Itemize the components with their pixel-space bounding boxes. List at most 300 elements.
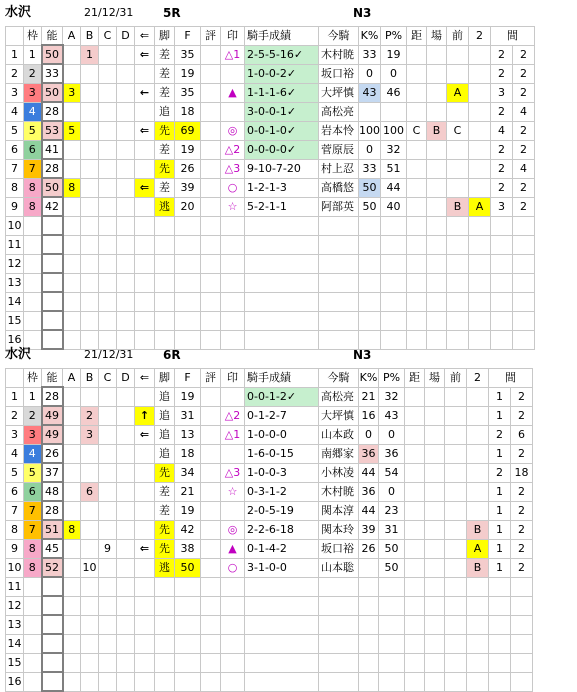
kyori-cell xyxy=(405,596,425,615)
row-number: 7 xyxy=(6,159,24,178)
header-jockey-cell: 今騎 xyxy=(319,369,359,388)
f-cell: 31 xyxy=(175,406,201,425)
a-cell xyxy=(63,273,81,292)
mae-cell xyxy=(447,235,469,254)
kan2-cell: 2 xyxy=(511,406,533,425)
f-cell xyxy=(175,634,201,653)
jockey-cell xyxy=(319,235,359,254)
jockey-cell xyxy=(319,292,359,311)
jockey-cell: 大坪慎 xyxy=(319,83,359,102)
nou-cell: 50 xyxy=(42,45,63,64)
mae-cell xyxy=(445,482,467,501)
b-cell xyxy=(81,501,99,520)
kan1-cell xyxy=(489,615,511,634)
d-cell xyxy=(117,406,135,425)
d-cell xyxy=(117,159,135,178)
k-pct-cell: 100 xyxy=(359,121,381,140)
record-cell: 3-0-0-1✓ xyxy=(245,102,319,121)
a-cell xyxy=(63,159,81,178)
f-cell xyxy=(175,273,201,292)
header-row-number xyxy=(6,369,24,388)
mae-cell xyxy=(445,444,467,463)
ba-cell xyxy=(425,482,445,501)
kyaku-cell: 追 xyxy=(155,102,175,121)
c-cell xyxy=(99,596,117,615)
record-cell: 1-0-0-3 xyxy=(245,463,319,482)
header-p-pct-cell: P% xyxy=(381,27,407,46)
waku-cell: 1 xyxy=(24,45,42,64)
a-cell: 8 xyxy=(63,178,81,197)
a-cell xyxy=(63,235,81,254)
p-pct-cell: 36 xyxy=(379,444,405,463)
waku-cell xyxy=(24,235,42,254)
ni-cell xyxy=(467,406,489,425)
waku-cell xyxy=(24,653,42,672)
a-cell xyxy=(63,653,81,672)
c-cell xyxy=(99,558,117,577)
kyaku-cell xyxy=(155,577,175,596)
kyori-cell xyxy=(407,197,427,216)
c-cell: 9 xyxy=(99,539,117,558)
arrow-cell xyxy=(135,254,155,273)
table-row xyxy=(6,102,535,121)
ni-cell xyxy=(469,311,491,330)
kan2-cell: 2 xyxy=(513,140,535,159)
kan1-cell: 1 xyxy=(489,539,511,558)
ni-cell xyxy=(469,254,491,273)
row-number: 4 xyxy=(6,444,24,463)
mae-cell xyxy=(445,501,467,520)
jockey-cell: 南郷家 xyxy=(319,444,359,463)
row-number: 6 xyxy=(6,482,24,501)
p-pct-cell xyxy=(381,216,407,235)
row-number: 8 xyxy=(6,520,24,539)
ni-cell xyxy=(469,178,491,197)
jockey-cell: 高松亮 xyxy=(319,102,359,121)
a-cell xyxy=(63,482,81,501)
b-cell xyxy=(81,539,99,558)
header-jockey-cell: 今騎 xyxy=(319,27,359,46)
row-number: 15 xyxy=(6,653,24,672)
c-cell xyxy=(99,273,117,292)
jockey-cell: 村上忍 xyxy=(319,159,359,178)
ba-cell xyxy=(425,615,445,634)
mae-cell xyxy=(445,463,467,482)
mae-cell xyxy=(445,387,467,406)
header-mark-cell: 印 xyxy=(221,369,245,388)
header-d-cell: D xyxy=(117,369,135,388)
nou-cell: 49 xyxy=(42,406,63,425)
ba-cell xyxy=(427,64,447,83)
arrow-cell xyxy=(135,501,155,520)
hyo-cell xyxy=(201,577,221,596)
ba-cell xyxy=(427,83,447,102)
ni-cell xyxy=(467,463,489,482)
a-cell xyxy=(63,197,81,216)
kyori-cell xyxy=(407,159,427,178)
nou-cell xyxy=(42,254,63,273)
a-cell xyxy=(63,672,81,691)
kan1-cell: 1 xyxy=(489,482,511,501)
f-cell: 19 xyxy=(175,64,201,83)
arrow-cell xyxy=(135,216,155,235)
arrow-cell xyxy=(135,273,155,292)
nou-cell xyxy=(42,653,63,672)
header-kan: 間 xyxy=(491,27,535,46)
record-cell: 1-0-0-2✓ xyxy=(245,64,319,83)
mark-cell xyxy=(221,292,245,311)
kan1-cell: 1 xyxy=(489,444,511,463)
f-cell xyxy=(175,615,201,634)
b-cell xyxy=(81,83,99,102)
record-cell xyxy=(245,596,319,615)
record-cell: 0-0-0-0✓ xyxy=(245,140,319,159)
mark-cell: △3 xyxy=(221,463,245,482)
b-cell xyxy=(81,159,99,178)
c-cell xyxy=(99,254,117,273)
kan1-cell xyxy=(489,577,511,596)
d-cell xyxy=(117,121,135,140)
ba-cell xyxy=(425,520,445,539)
mark-cell: ◎ xyxy=(221,121,245,140)
c-cell xyxy=(99,425,117,444)
arrow-cell xyxy=(135,653,155,672)
header-record-cell: 騎手成績 xyxy=(245,27,319,46)
nou-cell: 51 xyxy=(42,520,63,539)
waku-cell xyxy=(24,634,42,653)
hyo-cell xyxy=(201,311,221,330)
jockey-cell: 関本淳 xyxy=(319,501,359,520)
arrow-cell xyxy=(135,387,155,406)
record-cell: 1-6-0-15 xyxy=(245,444,319,463)
kyori-cell xyxy=(405,387,425,406)
row-number: 1 xyxy=(6,45,24,64)
mae-cell xyxy=(447,311,469,330)
kan2-cell: 2 xyxy=(511,387,533,406)
kan2-cell: 4 xyxy=(513,102,535,121)
p-pct-cell: 43 xyxy=(379,406,405,425)
kan2-cell: 2 xyxy=(513,178,535,197)
f-cell: 21 xyxy=(175,482,201,501)
row-number: 9 xyxy=(6,197,24,216)
kyaku-cell: 追 xyxy=(155,387,175,406)
table-row xyxy=(6,121,535,140)
kan1-cell xyxy=(489,634,511,653)
jockey-cell xyxy=(319,273,359,292)
hyo-cell xyxy=(201,140,221,159)
kan2-cell: 2 xyxy=(511,539,533,558)
nou-cell xyxy=(42,216,63,235)
f-cell xyxy=(175,216,201,235)
mark-cell: △2 xyxy=(221,140,245,159)
empty-row xyxy=(6,596,533,615)
kyaku-cell xyxy=(155,254,175,273)
a-cell xyxy=(63,577,81,596)
date-label: 21/12/31 xyxy=(84,348,134,361)
ni-cell xyxy=(467,615,489,634)
k-pct-cell: 0 xyxy=(359,64,381,83)
kan2-cell: 2 xyxy=(513,197,535,216)
ba-cell xyxy=(427,140,447,159)
waku-cell: 6 xyxy=(24,140,42,159)
b-cell xyxy=(81,178,99,197)
header-nou-cell: 能 xyxy=(42,27,63,46)
p-pct-cell: 0 xyxy=(381,64,407,83)
kyori-cell xyxy=(405,482,425,501)
c-cell xyxy=(99,520,117,539)
record-cell xyxy=(245,311,319,330)
header-ba-cell: 場 xyxy=(425,369,445,388)
header-kyori-cell: 距 xyxy=(405,369,425,388)
k-pct-cell: 50 xyxy=(359,178,381,197)
a-cell xyxy=(63,539,81,558)
date-label: 21/12/31 xyxy=(84,6,134,19)
kan1-cell xyxy=(491,216,513,235)
c-cell xyxy=(99,159,117,178)
arrow-cell: ↑ xyxy=(135,406,155,425)
hyo-cell xyxy=(201,444,221,463)
waku-cell xyxy=(24,273,42,292)
record-cell: 1-1-1-6✓ xyxy=(245,83,319,102)
b-cell xyxy=(81,577,99,596)
waku-cell: 4 xyxy=(24,102,42,121)
nou-cell: 48 xyxy=(42,482,63,501)
mark-cell xyxy=(221,596,245,615)
k-pct-cell xyxy=(359,634,379,653)
d-cell xyxy=(117,140,135,159)
d-cell xyxy=(117,64,135,83)
k-pct-cell: 44 xyxy=(359,463,379,482)
f-cell xyxy=(175,292,201,311)
nou-cell xyxy=(42,292,63,311)
kyaku-cell: 先 xyxy=(155,159,175,178)
mae-cell: A xyxy=(447,83,469,102)
row-number: 12 xyxy=(6,254,24,273)
mae-cell xyxy=(445,425,467,444)
arrow-cell xyxy=(135,672,155,691)
d-cell xyxy=(117,311,135,330)
mark-cell: ◎ xyxy=(221,520,245,539)
record-cell: 0-1-2-7 xyxy=(245,406,319,425)
k-pct-cell xyxy=(359,577,379,596)
kyori-cell xyxy=(407,311,427,330)
arrow-cell xyxy=(135,558,155,577)
nou-cell xyxy=(42,634,63,653)
ba-cell xyxy=(427,235,447,254)
header-f-cell: F xyxy=(175,27,201,46)
k-pct-cell xyxy=(359,102,381,121)
p-pct-cell: 23 xyxy=(379,501,405,520)
ba-cell xyxy=(425,577,445,596)
mark-cell xyxy=(221,444,245,463)
table-row xyxy=(6,425,533,444)
header-nou-cell: 能 xyxy=(42,369,63,388)
ni-cell: B xyxy=(467,558,489,577)
c-cell xyxy=(99,178,117,197)
arrow-cell xyxy=(135,444,155,463)
arrow-cell: ← xyxy=(135,83,155,102)
kyori-cell xyxy=(405,615,425,634)
a-cell xyxy=(63,64,81,83)
mark-cell xyxy=(221,64,245,83)
jockey-cell xyxy=(319,615,359,634)
b-cell xyxy=(81,615,99,634)
kyori-cell xyxy=(405,444,425,463)
b-cell: 2 xyxy=(81,406,99,425)
kan2-cell xyxy=(513,311,535,330)
kan2-cell xyxy=(513,292,535,311)
nou-cell: 45 xyxy=(42,539,63,558)
race-block-5r xyxy=(0,4,577,346)
ba-cell xyxy=(427,102,447,121)
kyaku-cell: 差 xyxy=(155,482,175,501)
kyori-cell xyxy=(405,539,425,558)
ba-cell xyxy=(425,672,445,691)
kan2-cell xyxy=(513,273,535,292)
kan1-cell: 1 xyxy=(489,387,511,406)
b-cell xyxy=(81,463,99,482)
p-pct-cell: 100 xyxy=(381,121,407,140)
header-kyaku-cell: 脚 xyxy=(155,27,175,46)
d-cell xyxy=(117,501,135,520)
ni-cell xyxy=(469,273,491,292)
b-cell xyxy=(81,197,99,216)
nou-cell: 50 xyxy=(42,83,63,102)
header-kan: 間 xyxy=(489,369,533,388)
record-cell: 3-1-0-0 xyxy=(245,558,319,577)
f-cell: 19 xyxy=(175,140,201,159)
record-cell: 5-2-1-1 xyxy=(245,197,319,216)
nou-cell: 53 xyxy=(42,121,63,140)
jockey-cell xyxy=(319,672,359,691)
a-cell: 5 xyxy=(63,121,81,140)
row-number: 5 xyxy=(6,463,24,482)
p-pct-cell: 50 xyxy=(379,558,405,577)
row-number: 7 xyxy=(6,501,24,520)
k-pct-cell: 0 xyxy=(359,140,381,159)
nou-cell xyxy=(42,596,63,615)
waku-cell: 2 xyxy=(24,406,42,425)
mae-cell xyxy=(447,64,469,83)
f-cell: 50 xyxy=(175,558,201,577)
race-table xyxy=(5,368,533,692)
kyaku-cell: 先 xyxy=(155,539,175,558)
race-class: N3 xyxy=(353,6,372,20)
kyaku-cell: 先 xyxy=(155,121,175,140)
mark-cell xyxy=(221,235,245,254)
ni-cell xyxy=(467,577,489,596)
kan2-cell xyxy=(511,634,533,653)
c-cell xyxy=(99,672,117,691)
b-cell: 6 xyxy=(81,482,99,501)
d-cell xyxy=(117,463,135,482)
kyori-cell xyxy=(407,178,427,197)
header-record-cell: 騎手成績 xyxy=(245,369,319,388)
ni-cell xyxy=(469,45,491,64)
arrow-cell xyxy=(135,102,155,121)
arrow-cell xyxy=(135,235,155,254)
c-cell xyxy=(99,121,117,140)
c-cell xyxy=(99,653,117,672)
arrow-cell: ⇐ xyxy=(135,425,155,444)
header-ni-cell: 2 xyxy=(469,27,491,46)
mark-cell: ☆ xyxy=(221,197,245,216)
k-pct-cell: 33 xyxy=(359,45,381,64)
a-cell xyxy=(63,501,81,520)
ba-cell xyxy=(425,463,445,482)
b-cell: 3 xyxy=(81,425,99,444)
c-cell xyxy=(99,615,117,634)
ba-cell xyxy=(425,653,445,672)
mae-cell xyxy=(445,634,467,653)
waku-cell: 3 xyxy=(24,83,42,102)
d-cell xyxy=(117,45,135,64)
record-cell: 0-1-4-2 xyxy=(245,539,319,558)
kan1-cell xyxy=(491,273,513,292)
waku-cell: 8 xyxy=(24,197,42,216)
kyaku-cell: 追 xyxy=(155,444,175,463)
a-cell xyxy=(63,45,81,64)
kan1-cell: 2 xyxy=(491,159,513,178)
nou-cell: 52 xyxy=(42,558,63,577)
arrow-cell xyxy=(135,634,155,653)
f-cell: 39 xyxy=(175,178,201,197)
f-cell: 18 xyxy=(175,444,201,463)
kan2-cell xyxy=(511,596,533,615)
kyaku-cell: 差 xyxy=(155,83,175,102)
kan2-cell: 2 xyxy=(513,45,535,64)
jockey-cell: 坂口裕 xyxy=(319,64,359,83)
kan1-cell: 2 xyxy=(489,463,511,482)
mae-cell xyxy=(447,254,469,273)
d-cell xyxy=(117,254,135,273)
race-table xyxy=(5,26,535,350)
table-row xyxy=(6,197,535,216)
kyaku-cell xyxy=(155,273,175,292)
header-waku-cell: 枠 xyxy=(24,27,42,46)
mark-cell: ☆ xyxy=(221,482,245,501)
ba-cell xyxy=(425,425,445,444)
kyori-cell xyxy=(407,140,427,159)
record-cell xyxy=(245,672,319,691)
f-cell: 34 xyxy=(175,463,201,482)
mark-cell xyxy=(221,387,245,406)
row-number: 3 xyxy=(6,425,24,444)
header-hyo-cell: 評 xyxy=(201,369,221,388)
ba-cell xyxy=(425,387,445,406)
empty-row xyxy=(6,273,535,292)
mae-cell xyxy=(445,558,467,577)
row-number: 13 xyxy=(6,615,24,634)
nou-cell: 41 xyxy=(42,140,63,159)
empty-row xyxy=(6,254,535,273)
ni-cell xyxy=(469,64,491,83)
kan1-cell xyxy=(491,311,513,330)
arrow-cell xyxy=(135,311,155,330)
p-pct-cell xyxy=(379,577,405,596)
kyori-cell xyxy=(407,273,427,292)
kan1-cell: 1 xyxy=(489,520,511,539)
jockey-cell: 高松亮 xyxy=(319,387,359,406)
mark-cell: △3 xyxy=(221,159,245,178)
kyori-cell xyxy=(405,672,425,691)
hyo-cell xyxy=(201,463,221,482)
p-pct-cell xyxy=(379,672,405,691)
nou-cell: 28 xyxy=(42,102,63,121)
ni-cell xyxy=(469,235,491,254)
c-cell xyxy=(99,406,117,425)
table-row xyxy=(6,140,535,159)
